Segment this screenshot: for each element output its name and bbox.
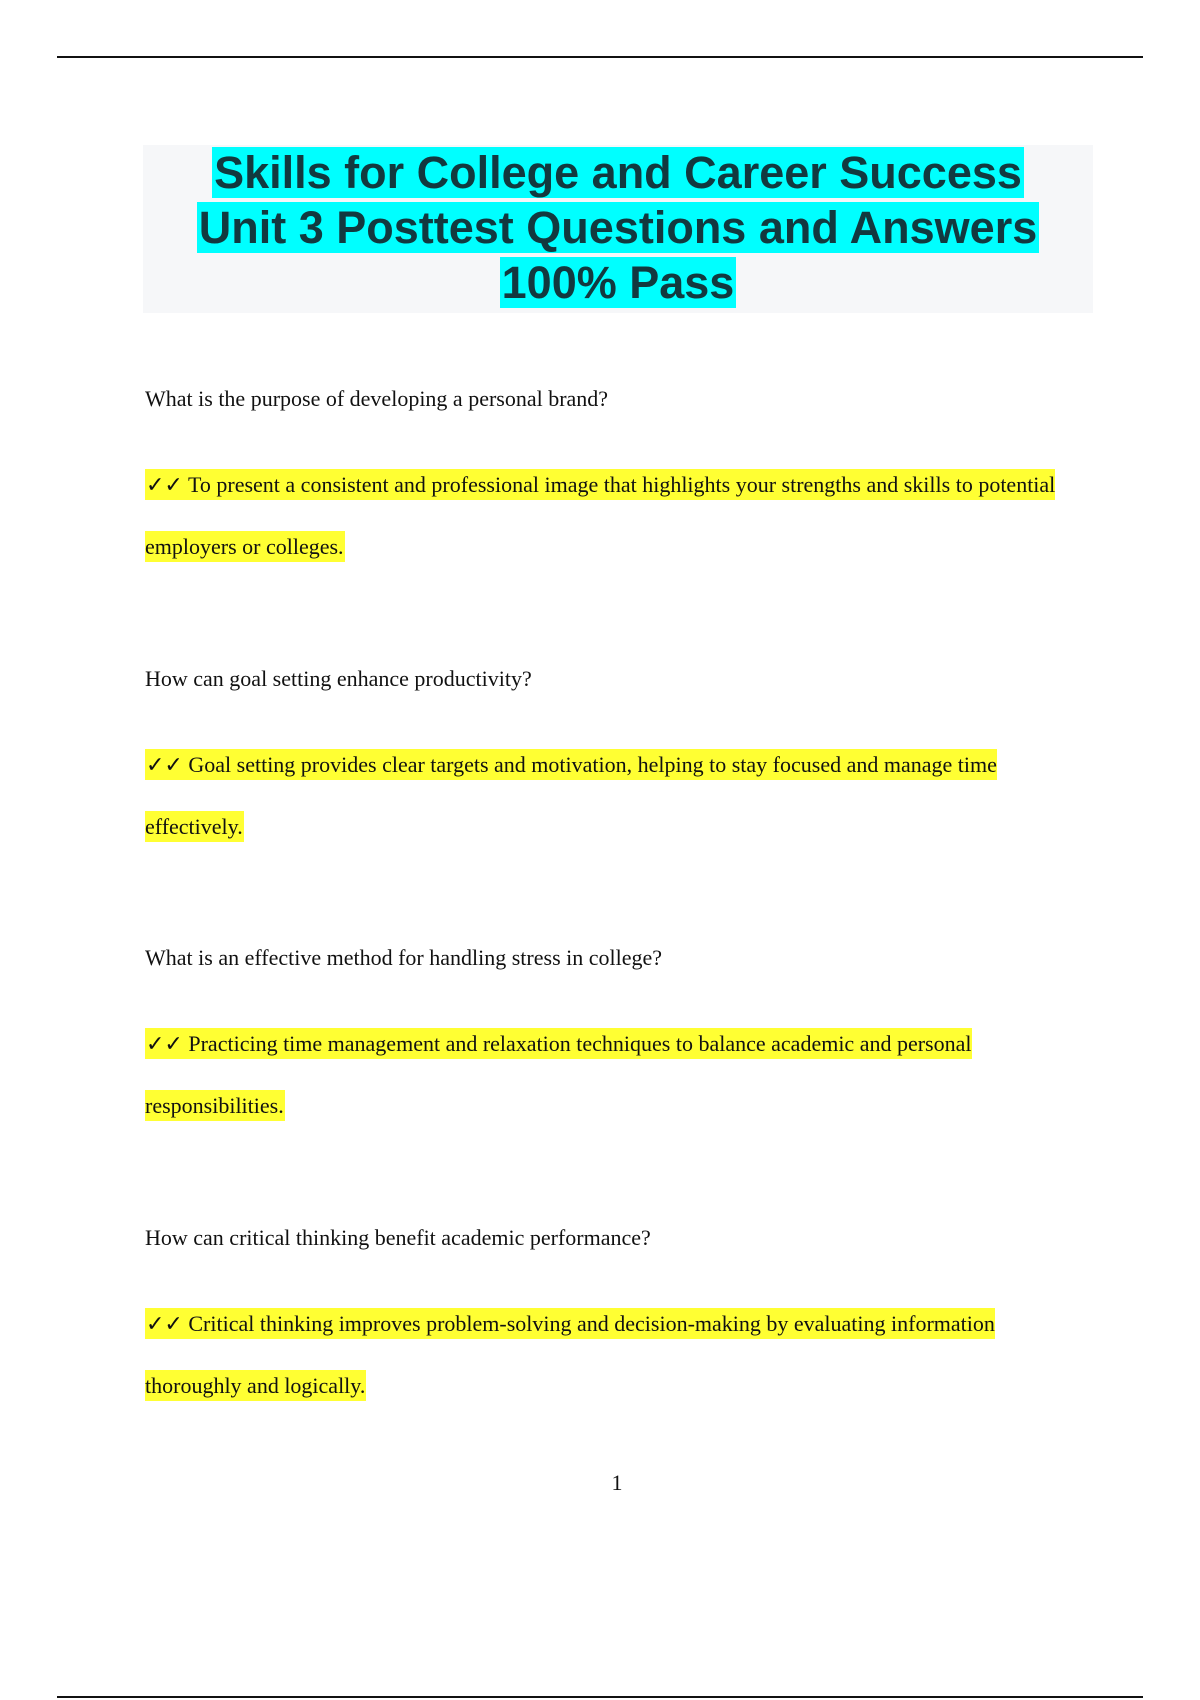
qa-item-4 <box>145 1223 1085 1416</box>
question-1: What is the purpose of developing a personal brand? <box>145 386 609 411</box>
check-icon: ✓✓ <box>146 1312 183 1337</box>
page-number: 1 <box>611 1470 623 1495</box>
qa-item-3 <box>145 943 1085 1136</box>
answer-2: ✓✓ Goal setting provides clear targets and motivation, helping to stay focused and manage time effectively. <box>145 734 1085 857</box>
answer-4: ✓✓ Critical thinking improves problem-solving and decision-making by evaluating information thoroughly and logically. <box>145 1293 1085 1416</box>
top-rule <box>57 56 1143 58</box>
title-line-3: 100% Pass <box>501 257 735 308</box>
title-line-1: Skills for College and Career Success <box>214 147 1022 198</box>
qa-item-2 <box>145 664 1085 857</box>
bottom-rule <box>57 1696 1143 1698</box>
answer-3: ✓✓ Practicing time management and relaxation techniques to balance academic and personal responsibilities. <box>145 1013 1085 1136</box>
question-4: How can critical thinking benefit academic performance? <box>145 1225 651 1250</box>
qa-item-1 <box>145 384 1085 577</box>
check-icon: ✓✓ <box>146 1032 183 1057</box>
check-icon: ✓✓ <box>146 753 183 778</box>
check-icon: ✓✓ <box>146 473 183 498</box>
question-3: What is an effective method for handling stress in college? <box>145 945 663 970</box>
title-line-2: Unit 3 Posttest Questions and Answers <box>198 202 1038 253</box>
question-2: How can goal setting enhance productivity? <box>145 666 532 691</box>
answer-1: ✓✓ To present a consistent and professional image that highlights your strengths and skills to potential employers or colleges. <box>145 454 1085 577</box>
document-title <box>143 145 1093 313</box>
